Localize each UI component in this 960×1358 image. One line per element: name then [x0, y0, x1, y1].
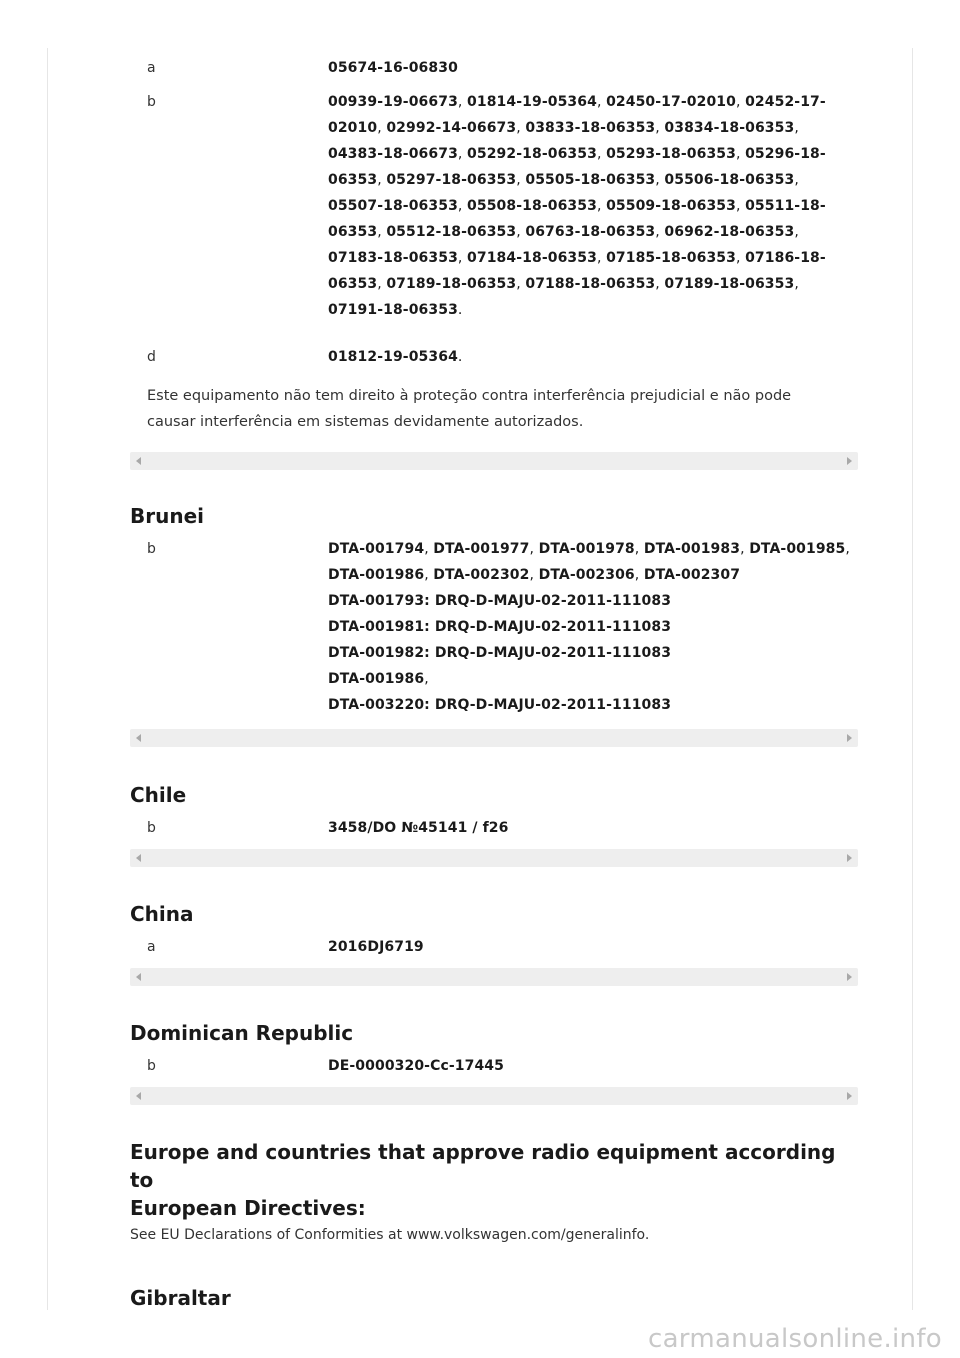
approval-number: 05297-18-06353 — [386, 172, 517, 188]
table-row — [130, 55, 858, 89]
approval-number: 05507-18-06353 — [328, 198, 458, 214]
scroll-right-icon[interactable] — [847, 854, 852, 862]
punctuation: , — [529, 541, 539, 557]
horizontal-scrollbar[interactable] — [130, 452, 858, 470]
approval-number: 02450-17-02010 — [606, 94, 736, 110]
punctuation: , — [516, 120, 526, 136]
punctuation: , — [794, 276, 799, 292]
section-heading-china: China — [130, 902, 194, 926]
value-line — [328, 666, 858, 692]
horizontal-scrollbar[interactable] — [130, 968, 858, 986]
value-line — [328, 115, 858, 141]
approval-number: 05506-18-06353 — [664, 172, 795, 188]
punctuation: , — [596, 94, 607, 110]
value-line — [328, 588, 858, 614]
table-row — [130, 344, 858, 378]
scroll-right-icon[interactable] — [847, 457, 852, 465]
punctuation: , — [634, 567, 644, 583]
approval-number: 05512-18-06353 — [386, 224, 517, 240]
approval-number: 02010 — [328, 120, 378, 136]
approval-number: 02452-17- — [745, 94, 826, 110]
punctuation: , — [794, 120, 799, 136]
page-border-right — [912, 48, 913, 1310]
horizontal-scrollbar[interactable] — [130, 849, 858, 867]
approval-number: DTA-001986 — [328, 671, 425, 687]
value-line — [328, 245, 858, 271]
approval-number: 07186-18- — [745, 250, 826, 266]
punctuation: , — [845, 541, 850, 557]
punctuation: , — [596, 198, 607, 214]
section-heading-gibraltar: Gibraltar — [130, 1286, 231, 1310]
approval-number: 01814-19-05364 — [467, 94, 597, 110]
approval-number: 06962-18-06353 — [664, 224, 795, 240]
value-line — [328, 562, 858, 588]
punctuation: , — [516, 172, 526, 188]
approval-number: DTA-001986 — [328, 567, 425, 583]
value-line — [328, 536, 858, 562]
scroll-left-icon[interactable] — [136, 854, 141, 862]
punctuation: , — [596, 146, 607, 162]
punctuation: , — [377, 224, 387, 240]
approval-number: 05511-18- — [745, 198, 826, 214]
approval-number: DTA-002302 — [433, 567, 530, 583]
punctuation: , — [735, 146, 746, 162]
scroll-right-icon[interactable] — [847, 1092, 852, 1100]
approval-number: DTA-002306 — [538, 567, 635, 583]
punctuation: . — [457, 302, 463, 318]
punctuation: , — [794, 172, 799, 188]
approval-number: DTA-001982: DRQ-D-MAJU-02-2011-111083 — [328, 645, 672, 661]
value-line — [328, 640, 858, 666]
punctuation: , — [457, 146, 468, 162]
approval-number: 02992-14-06673 — [386, 120, 517, 136]
table-row — [130, 934, 858, 968]
approval-number: 07189-18-06353 — [386, 276, 517, 292]
approval-number: 05505-18-06353 — [525, 172, 656, 188]
heading-line: European Directives: — [130, 1196, 366, 1220]
eu-declaration-note: See EU Declarations of Conformities at www.volkswagen.com/generalinfo. — [130, 1227, 650, 1243]
heading-line: Europe and countries that approve radio equipment according to — [130, 1140, 836, 1192]
punctuation: , — [655, 224, 665, 240]
approval-number: DTA-001978 — [538, 541, 635, 557]
approval-number: 00939-19-06673 — [328, 94, 458, 110]
document-content — [130, 55, 858, 1312]
value-line — [328, 193, 858, 219]
approval-number: DTA-003220: DRQ-D-MAJU-02-2011-111083 — [328, 697, 672, 713]
punctuation: , — [457, 250, 468, 266]
approval-number: 07185-18-06353 — [606, 250, 736, 266]
row-label: a — [147, 939, 156, 955]
section-heading-chile: Chile — [130, 783, 187, 807]
punctuation: , — [424, 671, 429, 687]
row-value: 05674-16-06830 — [328, 60, 458, 76]
value-line — [328, 219, 858, 245]
table-row — [130, 1053, 858, 1087]
value-line — [328, 167, 858, 193]
row-value-list — [328, 89, 858, 323]
approval-number: DTA-001793: DRQ-D-MAJU-02-2011-111083 — [328, 593, 672, 609]
approval-number: 05293-18-06353 — [606, 146, 736, 162]
approval-number: DTA-002307 — [643, 567, 741, 583]
row-value: 2016DJ6719 — [328, 939, 424, 955]
approval-number: 05296-18- — [745, 146, 826, 162]
approval-number: 07188-18-06353 — [525, 276, 656, 292]
punctuation: , — [655, 172, 665, 188]
value-line — [328, 297, 858, 323]
approval-number: 05292-18-06353 — [467, 146, 597, 162]
approval-number: DTA-001985 — [749, 541, 846, 557]
punctuation: , — [735, 198, 746, 214]
punctuation: , — [377, 276, 387, 292]
approval-number: 05508-18-06353 — [467, 198, 597, 214]
section-heading-brunei: Brunei — [130, 504, 205, 528]
scroll-right-icon[interactable] — [847, 734, 852, 742]
punctuation: , — [735, 94, 746, 110]
scroll-left-icon[interactable] — [136, 734, 141, 742]
approval-number: 03833-18-06353 — [525, 120, 656, 136]
row-label: b — [147, 94, 156, 110]
punctuation: , — [740, 541, 750, 557]
row-label: d — [147, 349, 156, 365]
punctuation: , — [377, 120, 387, 136]
punctuation: , — [634, 541, 644, 557]
punctuation: , — [377, 172, 387, 188]
approval-number: 07191-18-06353 — [328, 302, 458, 318]
scroll-left-icon[interactable] — [136, 1092, 141, 1100]
punctuation: , — [424, 541, 434, 557]
table-row — [130, 815, 858, 849]
approval-number: 03834-18-06353 — [664, 120, 795, 136]
row-label: b — [147, 1058, 156, 1074]
section-heading-europe — [130, 1138, 858, 1222]
watermark: carmanualsonline.info — [647, 1324, 942, 1354]
value-line — [328, 692, 858, 718]
row-label: a — [147, 60, 156, 76]
approval-number: 07183-18-06353 — [328, 250, 458, 266]
value-line — [328, 614, 858, 640]
punctuation: . — [457, 349, 463, 365]
approval-number: 07184-18-06353 — [467, 250, 597, 266]
approval-number: 06353 — [328, 224, 378, 240]
punctuation: , — [596, 250, 607, 266]
punctuation: , — [457, 94, 468, 110]
note-line: Este equipamento não tem direito à proteção contra interferência prejudicial e não pode — [147, 388, 792, 404]
punctuation: , — [529, 567, 539, 583]
note-line: causar interferência em sistemas devidamente autorizados. — [147, 414, 584, 430]
interference-note — [147, 383, 858, 435]
punctuation: , — [457, 198, 468, 214]
value-line — [328, 89, 858, 115]
row-value — [328, 344, 858, 370]
approval-number: 06763-18-06353 — [525, 224, 656, 240]
approval-number: 05509-18-06353 — [606, 198, 736, 214]
punctuation: , — [655, 120, 665, 136]
approval-number: 04383-18-06673 — [328, 146, 458, 162]
punctuation: , — [516, 276, 526, 292]
approval-number: DTA-001794 — [328, 541, 425, 557]
section-heading-dominican-republic: Dominican Republic — [130, 1021, 354, 1045]
punctuation: , — [424, 567, 434, 583]
approval-number: 06353 — [328, 172, 378, 188]
table-row — [130, 536, 858, 718]
value-line — [328, 141, 858, 167]
punctuation: , — [735, 250, 746, 266]
row-value: 3458/DO №45141 / f26 — [328, 820, 509, 836]
punctuation: , — [794, 224, 799, 240]
horizontal-scrollbar[interactable] — [130, 729, 858, 747]
punctuation: , — [516, 224, 526, 240]
scroll-right-icon[interactable] — [847, 973, 852, 981]
value-line — [328, 271, 858, 297]
approval-number: 06353 — [328, 276, 378, 292]
approval-number: DTA-001977 — [433, 541, 530, 557]
punctuation: , — [655, 276, 665, 292]
table-row — [130, 89, 858, 337]
row-value-list — [328, 536, 858, 718]
approval-number: 01812-19-05364 — [328, 349, 458, 365]
row-label: b — [147, 541, 156, 557]
horizontal-scrollbar[interactable] — [130, 1087, 858, 1105]
page-border-left — [47, 48, 48, 1310]
approval-number: 07189-18-06353 — [664, 276, 795, 292]
scroll-left-icon[interactable] — [136, 457, 141, 465]
scroll-left-icon[interactable] — [136, 973, 141, 981]
row-value: DE-0000320-Cc-17445 — [328, 1058, 504, 1074]
approval-number: DTA-001981: DRQ-D-MAJU-02-2011-111083 — [328, 619, 672, 635]
approval-number: DTA-001983 — [643, 541, 741, 557]
row-label: b — [147, 820, 156, 836]
